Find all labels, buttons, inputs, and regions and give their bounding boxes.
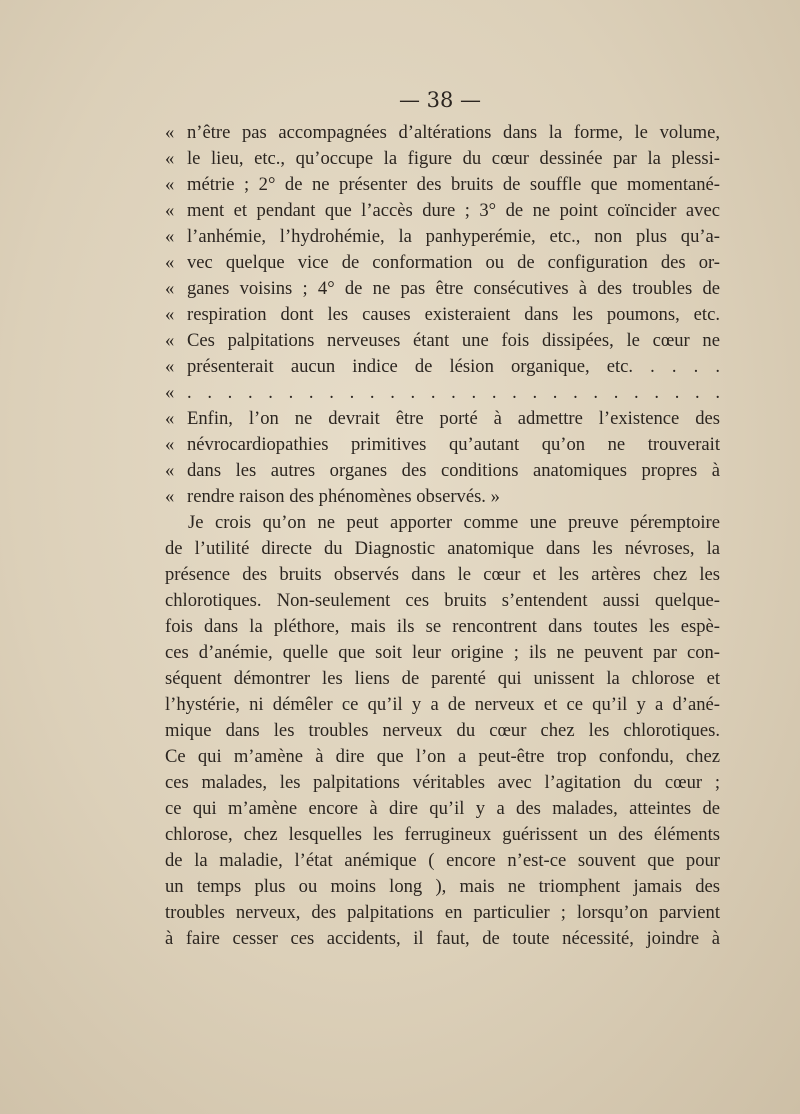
- quote-mark: «: [165, 252, 175, 273]
- line-text: respiration dont les causes existeraient dans les poumons, etc.: [187, 304, 720, 325]
- quote-mark: «: [165, 148, 175, 169]
- quote-mark: «: [165, 434, 175, 455]
- line-text: ment et pendant que l’accès dure ; 3° de ne point coïncider avec: [187, 200, 720, 221]
- text-line: ce qui m’amène encore à dire qu’il y a des malades, atteintes de: [165, 798, 720, 819]
- line-text: ganes voisins ; 4° de ne pas être consécutives à des troubles de: [187, 278, 720, 299]
- line-text: névrocardiopathies primitives qu’autant qu’on ne trouverait: [187, 434, 720, 455]
- quote-mark: «: [165, 356, 175, 377]
- line-text: le lieu, etc., qu’occupe la figure du cœur dessinée par la plessi-: [187, 148, 720, 169]
- text-line: fois dans la pléthore, mais ils se rencontrent dans toutes les espè-: [165, 616, 720, 637]
- dotted-line: . . . . . . . . . . . . . . . . . . . . . . . . . . .: [187, 382, 720, 403]
- text-line: chlorotiques. Non-seulement ces bruits s’entendent aussi quelque-: [165, 590, 720, 611]
- text-line: un temps plus ou moins long ), mais ne triomphent jamais des: [165, 876, 720, 897]
- line-text: rendre raison des phénomènes observés. »: [187, 486, 500, 507]
- text-line: troubles nerveux, des palpitations en particulier ; lorsqu’on parvient: [165, 902, 720, 923]
- line-text: l’anhémie, l’hydrohémie, la panhyperémie, etc., non plus qu’a-: [187, 226, 720, 247]
- text-line: ces d’anémie, quelle que soit leur origine ; ils ne peuvent par con-: [165, 642, 720, 663]
- text-line: ces malades, les palpitations véritables avec l’agitation du cœur ;: [165, 772, 720, 793]
- line-text: n’être pas accompagnées d’altérations dans la forme, le volume,: [187, 122, 720, 143]
- quote-mark: «: [165, 460, 175, 481]
- line-text: présenterait aucun indice de lésion organique, etc. . . . .: [187, 356, 720, 377]
- page-number: — 38 —: [398, 88, 482, 112]
- text-line: l’hystérie, ni démêler ce qu’il y a de nerveux et ce qu’il y a d’ané-: [165, 694, 720, 715]
- line-text: dans les autres organes des conditions anatomiques propres à: [187, 460, 720, 481]
- quote-mark: «: [165, 226, 175, 247]
- quote-mark: «: [165, 122, 175, 143]
- text-line: présence des bruits observés dans le cœur et les artères chez les: [165, 564, 720, 585]
- text-line: mique dans les troubles nerveux du cœur chez les chlorotiques.: [165, 720, 720, 741]
- quote-mark: «: [165, 408, 175, 429]
- text-line: à faire cesser ces accidents, il faut, de toute nécessité, joindre à: [165, 928, 720, 949]
- line-text: vec quelque vice de conformation ou de configuration des or-: [187, 252, 720, 273]
- paragraph-first-line: Je crois qu’on ne peut apporter comme une preuve péremptoire: [188, 512, 720, 533]
- line-text: métrie ; 2° de ne présenter des bruits de souffle que momentané-: [187, 174, 720, 195]
- quote-mark: «: [165, 382, 175, 403]
- quote-mark: «: [165, 486, 175, 507]
- line-text: Enfin, l’on ne devrait être porté à admettre l’existence des: [187, 408, 720, 429]
- quote-mark: «: [165, 330, 175, 351]
- text-line: de la maladie, l’état anémique ( encore n’est-ce souvent que pour: [165, 850, 720, 871]
- line-text: Ces palpitations nerveuses étant une fois dissipées, le cœur ne: [187, 330, 720, 351]
- text-line: séquent démontrer les liens de parenté qui unissent la chlorose et: [165, 668, 720, 689]
- text-line: de l’utilité directe du Diagnostic anatomique dans les névroses, la: [165, 538, 720, 559]
- quote-mark: «: [165, 304, 175, 325]
- quote-mark: «: [165, 174, 175, 195]
- text-line: chlorose, chez lesquelles les ferrugineux guérissent un des éléments: [165, 824, 720, 845]
- quote-mark: «: [165, 278, 175, 299]
- text-line: Ce qui m’amène à dire que l’on a peut-être trop confondu, chez: [165, 746, 720, 767]
- quote-mark: «: [165, 200, 175, 221]
